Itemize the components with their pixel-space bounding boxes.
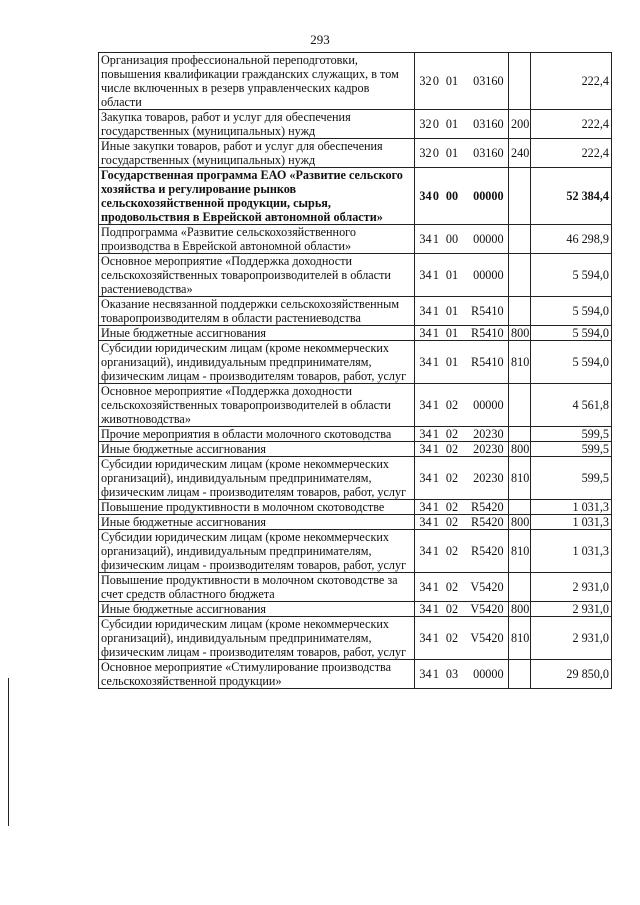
code-event: 01 [445,304,459,318]
code-program: 34 [419,326,432,340]
row-expense-type [509,500,531,515]
row-sum: 46 298,9 [531,225,612,254]
code-event: 01 [445,117,459,131]
row-sum: 599,5 [531,427,612,442]
code-event: 01 [445,326,459,340]
code-direction: 00000 [473,232,504,246]
code-program: 34 [419,442,432,456]
row-name: Государственная программа ЕАО «Развитие сельского хозяйства и регулирование рынков сельскохозяйственной продукции, сырья, продовольствия в Еврейской автономной области» [99,168,415,225]
row-sum: 599,5 [531,442,612,457]
code-subprogram: 0 [432,189,440,203]
row-name: Иные закупки товаров, работ и услуг для обеспечения государственных (муниципальных) нужд [99,139,415,168]
code-event: 02 [445,500,459,514]
row-name: Основное мероприятие «Поддержка доходности сельскохозяйственных товаропроизводителей в области растениеводства» [99,254,415,297]
code-subprogram: 1 [432,232,440,246]
row-expense-type [509,384,531,427]
row-code [415,326,509,341]
row-expense-type [509,254,531,297]
row-expense-type [509,573,531,602]
row-name: Субсидии юридическим лицам (кроме некоммерческих организаций), индивидуальным предпринимателям, физическим лицам - производителям товаров, работ, услуг [99,457,415,500]
row-code [415,110,509,139]
row-expense-type: 810 [509,341,531,384]
code-program: 34 [419,471,432,485]
code-direction: R5420 [471,544,504,558]
code-subprogram: 1 [432,442,440,456]
row-sum: 2 931,0 [531,617,612,660]
code-direction: 00000 [473,667,504,681]
row-expense-type [509,225,531,254]
code-subprogram: 0 [432,74,440,88]
row-sum: 5 594,0 [531,254,612,297]
code-program: 32 [419,74,432,88]
row-name: Иные бюджетные ассигнования [99,442,415,457]
row-sum: 222,4 [531,139,612,168]
margin-line [8,678,9,826]
row-expense-type: 800 [509,326,531,341]
code-subprogram: 1 [432,326,440,340]
table-row [99,500,612,515]
table-row [99,225,612,254]
row-expense-type: 200 [509,110,531,139]
row-expense-type: 800 [509,602,531,617]
code-event: 00 [445,189,459,203]
row-name: Подпрограмма «Развитие сельскохозяйственного производства в Еврейской автономной области» [99,225,415,254]
row-code [415,573,509,602]
row-sum: 4 561,8 [531,384,612,427]
row-sum: 5 594,0 [531,341,612,384]
row-sum: 5 594,0 [531,297,612,326]
row-code [415,341,509,384]
code-program: 32 [419,117,432,131]
row-sum: 2 931,0 [531,573,612,602]
row-name: Оказание несвязанной поддержки сельскохозяйственным товаропроизводителям в области растениеводства [99,297,415,326]
row-name: Субсидии юридическим лицам (кроме некоммерческих организаций), индивидуальным предпринимателям, физическим лицам - производителям товаров, работ, услуг [99,341,415,384]
code-direction: R5410 [471,304,504,318]
row-expense-type [509,168,531,225]
code-program: 34 [419,544,432,558]
code-event: 03 [445,667,459,681]
code-event: 01 [445,74,459,88]
code-direction: 20230 [473,427,504,441]
row-code [415,617,509,660]
code-direction: V5420 [470,602,504,616]
code-direction: 20230 [473,442,504,456]
code-event: 02 [445,544,459,558]
code-subprogram: 1 [432,471,440,485]
row-code [415,530,509,573]
code-direction: 03160 [473,117,504,131]
row-name: Иные бюджетные ассигнования [99,326,415,341]
code-subprogram: 1 [432,398,440,412]
table-row [99,457,612,500]
table-row [99,297,612,326]
code-event: 01 [445,355,459,369]
code-event: 02 [445,471,459,485]
code-program: 34 [419,268,432,282]
row-expense-type: 240 [509,139,531,168]
table-row [99,530,612,573]
row-sum: 222,4 [531,110,612,139]
row-code [415,254,509,297]
code-subprogram: 1 [432,500,440,514]
row-name: Основное мероприятие «Стимулирование производства сельскохозяйственной продукции» [99,660,415,689]
row-name: Прочие мероприятия в области молочного скотоводства [99,427,415,442]
row-code [415,602,509,617]
code-direction: R5410 [471,326,504,340]
row-name: Субсидии юридическим лицам (кроме некоммерческих организаций), индивидуальным предпринимателям, физическим лицам - производителям товаров, работ, услуг [99,530,415,573]
code-program: 34 [419,515,432,529]
row-sum: 1 031,3 [531,530,612,573]
table-row [99,326,612,341]
row-name: Иные бюджетные ассигнования [99,515,415,530]
row-sum: 222,4 [531,53,612,110]
row-expense-type: 810 [509,617,531,660]
code-program: 34 [419,355,432,369]
table-row [99,384,612,427]
table-row [99,442,612,457]
row-name: Повышение продуктивности в молочном скотоводстве [99,500,415,515]
table-row [99,168,612,225]
row-name: Организация профессиональной переподготовки, повышения квалификации гражданских служащих, в том числе включенных в резерв управленческих кадров области [99,53,415,110]
row-sum: 29 850,0 [531,660,612,689]
row-code [415,297,509,326]
row-expense-type [509,427,531,442]
table-row [99,617,612,660]
row-code [415,457,509,500]
row-sum: 1 031,3 [531,500,612,515]
code-program: 34 [419,580,432,594]
table-body [99,53,612,689]
row-expense-type [509,297,531,326]
code-subprogram: 1 [432,667,440,681]
code-direction: V5420 [470,631,504,645]
row-expense-type: 800 [509,515,531,530]
code-program: 34 [419,232,432,246]
row-code [415,53,509,110]
row-expense-type [509,660,531,689]
code-direction: 00000 [473,268,504,282]
code-event: 01 [445,268,459,282]
row-sum: 52 384,4 [531,168,612,225]
table-row [99,110,612,139]
code-subprogram: 1 [432,602,440,616]
table-row [99,602,612,617]
code-program: 32 [419,146,432,160]
code-direction: V5420 [470,580,504,594]
row-code [415,442,509,457]
row-expense-type [509,53,531,110]
code-direction: R5420 [471,515,504,529]
row-code [415,515,509,530]
code-direction: 03160 [473,74,504,88]
row-expense-type: 800 [509,442,531,457]
table-row [99,515,612,530]
row-code [415,427,509,442]
code-direction: R5420 [471,500,504,514]
code-subprogram: 1 [432,355,440,369]
code-event: 00 [445,232,459,246]
code-program: 34 [419,602,432,616]
row-name: Повышение продуктивности в молочном скотоводстве за счет средств областного бюджета [99,573,415,602]
row-sum: 5 594,0 [531,326,612,341]
row-code [415,139,509,168]
row-code [415,168,509,225]
code-event: 02 [445,442,459,456]
row-expense-type: 810 [509,457,531,500]
code-subprogram: 0 [432,117,440,131]
row-code [415,384,509,427]
code-subprogram: 1 [432,427,440,441]
table-row [99,427,612,442]
code-subprogram: 1 [432,268,440,282]
table-row [99,139,612,168]
code-program: 34 [419,398,432,412]
row-sum: 1 031,3 [531,515,612,530]
code-event: 02 [445,515,459,529]
row-expense-type: 810 [509,530,531,573]
budget-table [98,52,612,689]
row-code [415,225,509,254]
page-number: 293 [310,32,330,47]
code-program: 34 [419,667,432,681]
code-direction: 00000 [473,398,504,412]
row-name: Основное мероприятие «Поддержка доходности сельскохозяйственных товаропроизводителей в области животноводства» [99,384,415,427]
row-sum: 599,5 [531,457,612,500]
code-direction: 20230 [473,471,504,485]
row-name: Иные бюджетные ассигнования [99,602,415,617]
code-event: 02 [445,427,459,441]
code-subprogram: 1 [432,544,440,558]
code-event: 02 [445,602,459,616]
code-event: 02 [445,580,459,594]
table-row [99,53,612,110]
row-name: Субсидии юридическим лицам (кроме некоммерческих организаций), индивидуальным предпринимателям, физическим лицам - производителям товаров, работ, услуг [99,617,415,660]
code-subprogram: 0 [432,146,440,160]
code-event: 02 [445,631,459,645]
code-direction: 03160 [473,146,504,160]
code-event: 02 [445,398,459,412]
table-row [99,573,612,602]
code-subprogram: 1 [432,631,440,645]
table-row [99,254,612,297]
code-direction: 00000 [473,189,504,203]
code-subprogram: 1 [432,515,440,529]
code-program: 34 [419,631,432,645]
code-subprogram: 1 [432,580,440,594]
row-sum: 2 931,0 [531,602,612,617]
table-row [99,660,612,689]
code-program: 34 [419,304,432,318]
row-code [415,660,509,689]
code-direction: R5410 [471,355,504,369]
row-name: Закупка товаров, работ и услуг для обеспечения государственных (муниципальных) нужд [99,110,415,139]
code-program: 34 [419,500,432,514]
code-event: 01 [445,146,459,160]
code-program: 34 [419,427,432,441]
row-code [415,500,509,515]
code-program: 34 [419,189,432,203]
table-row [99,341,612,384]
code-subprogram: 1 [432,304,440,318]
